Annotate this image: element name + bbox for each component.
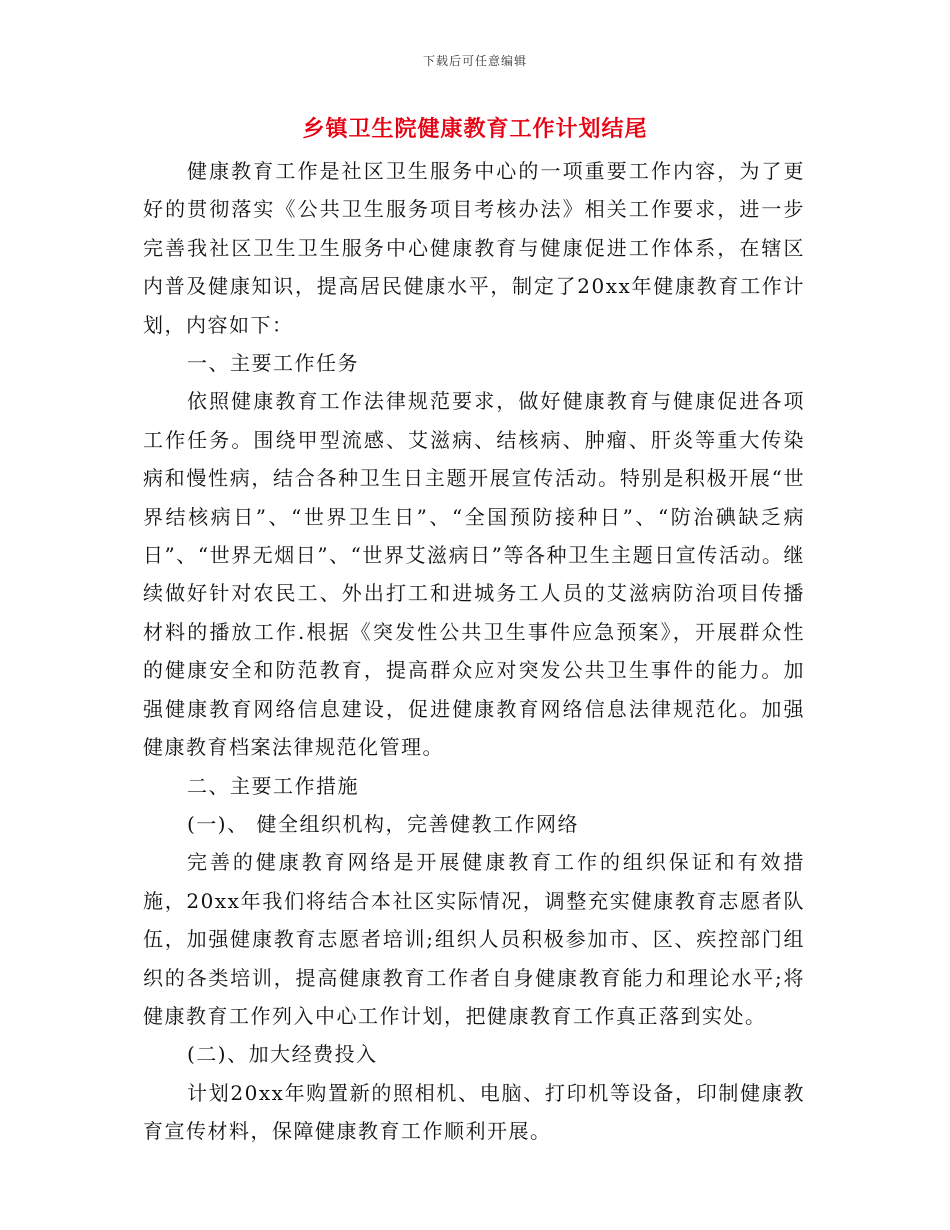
main-tasks-paragraph: 依照健康教育工作法律规范要求，做好健康教育与健康促进各项工作任务。围绕甲型流感、艾滋病、结核病、肿瘤、肝炎等重大传染病和慢性病，结合各种卫生日主题开展宣传活动。特别是积极开展“世界结核病日”、“世界卫生日”、“全国预防接种日”、“防治碘缺乏病日”、“世界无烟日”、“世界艾滋病日”等各种卫生主题日宣传活动。继续做好针对农民工、外出打工和进城务工人员的艾滋病防治项目传播材料的播放工作.根据《突发性公共卫生事件应急预案》，开展群众性的健康安全和防范教育，提高群众应对突发公共卫生事件的能力。加强健康教育网络信息建设，促进健康教育网络信息法律规范化。加强健康教育档案法律规范化管理。 — [143, 389, 805, 760]
document-body — [143, 152, 805, 1151]
intro-paragraph: 健康教育工作是社区卫生服务中心的一项重要工作内容，为了更好的贯彻落实《公共卫生服务项目考核办法》相关工作要求，进一步完善我社区卫生卫生服务中心健康教育与健康促进工作体系，在辖区内普及健康知识，提高居民健康水平，制定了20xx年健康教育工作计划，内容如下： — [143, 159, 805, 337]
subsection-heading-organization: (一)、 健全组织机构，完善健教工作网络 — [187, 811, 579, 836]
document-title: 乡镇卫生院健康教育工作计划结尾 — [302, 117, 648, 142]
organization-paragraph: 完善的健康教育网络是开展健康教育工作的组织保证和有效措施，20xx年我们将结合本社区实际情况，调整充实健康教育志愿者队伍，加强健康教育志愿者培训;组织人员积极参加市、区、疾控部门组织的各类培训，提高健康教育工作者自身健康教育能力和理论水平;将健康教育工作列入中心工作计划，把健康教育工作真正落到实处。 — [143, 850, 805, 1028]
subsection-heading-funding: (二)、加大经费投入 — [187, 1042, 378, 1067]
section-heading-main-measures: 二、主要工作措施 — [187, 773, 359, 798]
download-note: 下载后可任意编辑 — [422, 54, 527, 68]
section-heading-main-tasks: 一、主要工作任务 — [187, 351, 359, 376]
funding-paragraph: 计划20xx年购置新的照相机、电脑、打印机等设备，印制健康教育宣传材料，保障健康教育工作顺利开展。 — [143, 1080, 805, 1144]
